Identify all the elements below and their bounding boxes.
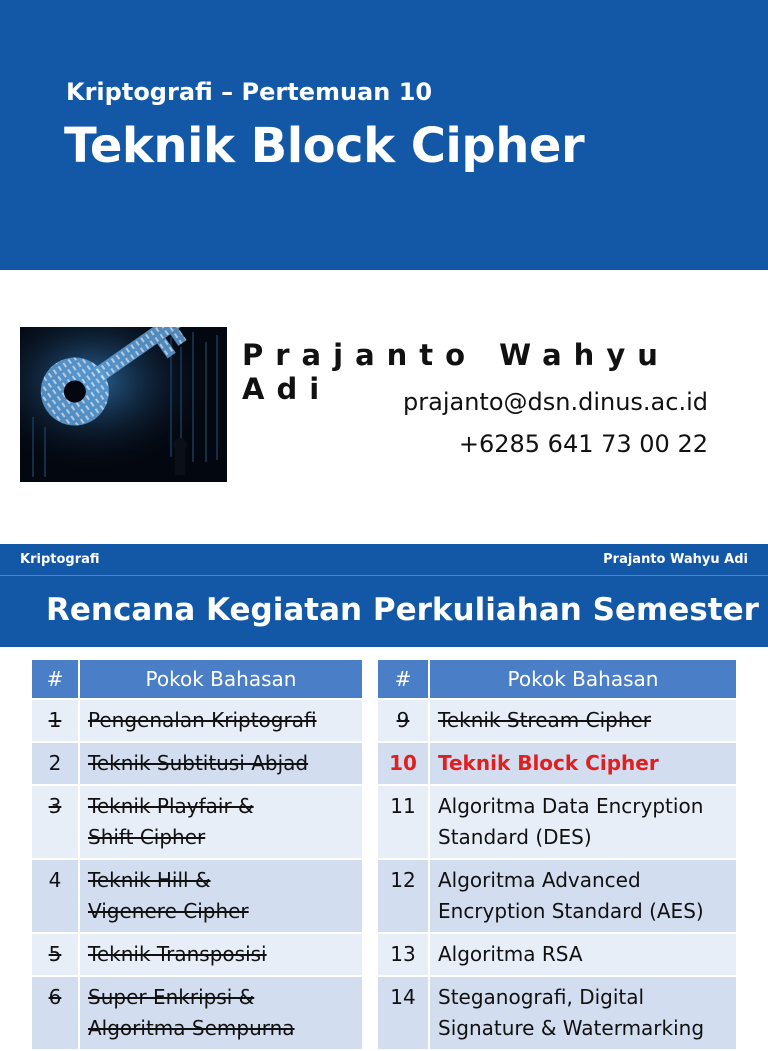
row-topic bbox=[80, 860, 364, 934]
digital-key-image bbox=[20, 327, 227, 482]
row-number: 6 bbox=[32, 977, 80, 1051]
topic-line: Pengenalan Kriptografi bbox=[88, 708, 317, 732]
author-phone: +6285 641 73 00 22 bbox=[458, 430, 708, 458]
topic-line: Vigenere Cipher bbox=[88, 899, 249, 923]
presenter-label: Prajanto Wahyu Adi bbox=[603, 552, 748, 567]
course-label: Kriptografi bbox=[20, 552, 100, 567]
table-row bbox=[32, 700, 364, 743]
row-number: 5 bbox=[32, 934, 80, 977]
topic-line: Teknik Stream Cipher bbox=[438, 708, 652, 732]
column-header-topic: Pokok Bahasan bbox=[80, 660, 364, 700]
table-row bbox=[378, 786, 738, 860]
header-divider bbox=[0, 575, 768, 576]
table-row bbox=[32, 786, 364, 860]
row-topic bbox=[80, 934, 364, 977]
column-header-topic: Pokok Bahasan bbox=[430, 660, 738, 700]
topic-line: Signature & Watermarking bbox=[438, 1016, 705, 1040]
slide-header-bar bbox=[0, 544, 768, 647]
topic-line: Algoritma Sempurna bbox=[88, 1016, 295, 1040]
row-number: 14 bbox=[378, 977, 430, 1051]
table-row bbox=[32, 977, 364, 1051]
column-header-number: # bbox=[378, 660, 430, 700]
row-number-current: 10 bbox=[378, 743, 430, 786]
table-row bbox=[32, 934, 364, 977]
topic-line: Teknik Subtitusi Abjad bbox=[88, 751, 309, 775]
row-topic bbox=[430, 786, 738, 860]
topic-line: Teknik Block Cipher bbox=[438, 751, 659, 775]
row-number: 1 bbox=[32, 700, 80, 743]
row-number: 2 bbox=[32, 743, 80, 786]
topic-line: Algoritma Advanced bbox=[438, 868, 641, 892]
topic-line: Encryption Standard (AES) bbox=[438, 899, 704, 923]
table-row bbox=[378, 977, 738, 1051]
topic-line: Teknik Playfair & bbox=[88, 794, 254, 818]
topic-line: Standard (DES) bbox=[438, 825, 592, 849]
slide-title: Teknik Block Cipher bbox=[64, 118, 585, 174]
row-number: 4 bbox=[32, 860, 80, 934]
topic-line: Algoritma RSA bbox=[438, 942, 583, 966]
table-row bbox=[378, 743, 738, 786]
topic-line: Super Enkripsi & bbox=[88, 985, 255, 1009]
row-topic bbox=[80, 743, 364, 786]
table-row bbox=[378, 700, 738, 743]
schedule-table-left bbox=[32, 660, 364, 1051]
table-row bbox=[378, 860, 738, 934]
row-topic bbox=[80, 700, 364, 743]
table-row bbox=[32, 860, 364, 934]
author-email: prajanto@dsn.dinus.ac.id bbox=[403, 388, 708, 416]
table-header-row bbox=[32, 660, 364, 700]
schedule-title: Rencana Kegiatan Perkuliahan Semester bbox=[46, 592, 759, 628]
row-number: 13 bbox=[378, 934, 430, 977]
table-header-row bbox=[378, 660, 738, 700]
topic-line: Shift Cipher bbox=[88, 825, 206, 849]
schedule-slide bbox=[0, 544, 768, 1040]
table-row bbox=[32, 743, 364, 786]
column-header-number: # bbox=[32, 660, 80, 700]
slide-subtitle: Kriptografi – Pertemuan 10 bbox=[66, 78, 433, 106]
title-slide-header bbox=[0, 0, 768, 270]
topic-line: Teknik Transposisi bbox=[88, 942, 267, 966]
row-number: 12 bbox=[378, 860, 430, 934]
row-topic bbox=[430, 977, 738, 1051]
row-topic bbox=[430, 700, 738, 743]
row-topic bbox=[80, 786, 364, 860]
row-number: 3 bbox=[32, 786, 80, 860]
row-topic bbox=[430, 934, 738, 977]
topic-line: Steganografi, Digital bbox=[438, 985, 645, 1009]
row-topic bbox=[430, 860, 738, 934]
author-name: Prajanto Wahyu Adi bbox=[242, 338, 670, 406]
topic-line: Algoritma Data Encryption bbox=[438, 794, 704, 818]
row-number: 11 bbox=[378, 786, 430, 860]
row-topic bbox=[80, 977, 364, 1051]
row-topic-current bbox=[430, 743, 738, 786]
row-number: 9 bbox=[378, 700, 430, 743]
topic-line: Teknik Hill & bbox=[88, 868, 211, 892]
schedule-table-right bbox=[378, 660, 738, 1051]
table-row bbox=[378, 934, 738, 977]
